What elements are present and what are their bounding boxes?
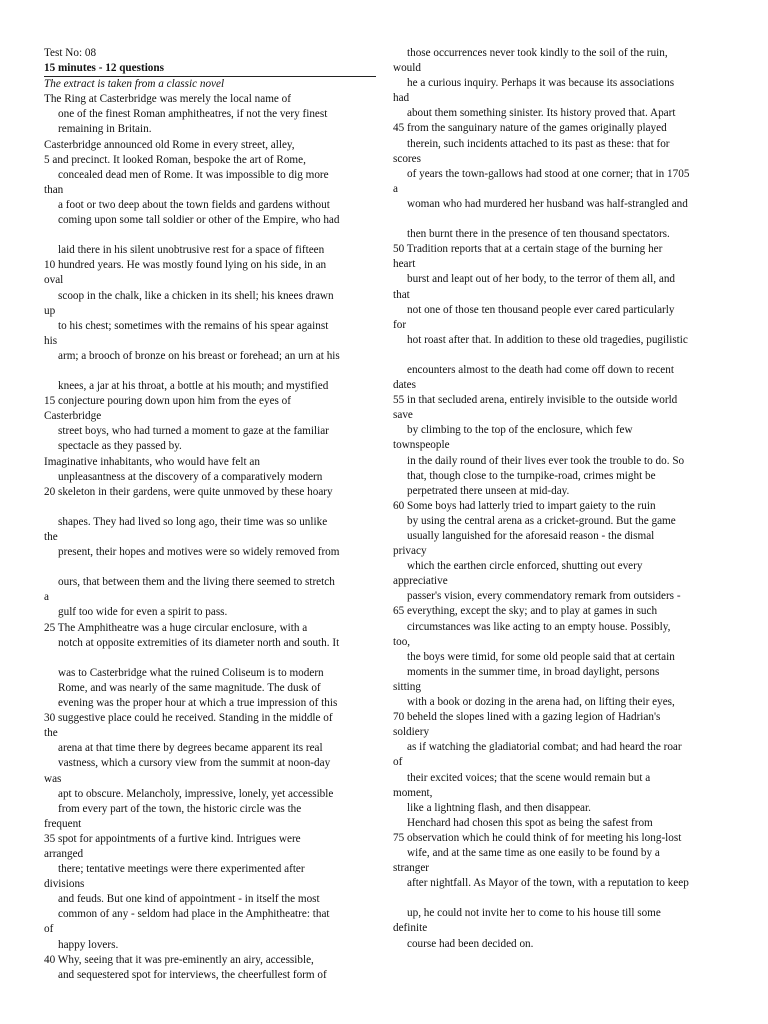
passage-line: moment, bbox=[393, 786, 433, 799]
passage-line: about them something sinister. Its history proved that. Apart bbox=[407, 107, 676, 120]
passage-line: from every part of the town, the historic circle was the bbox=[58, 802, 302, 815]
passage-line: ours, that between them and the living there seemed to stretch bbox=[58, 576, 335, 589]
passage-line: present, their hopes and motives were so widely removed from bbox=[58, 546, 340, 559]
extract-note: The extract is taken from a classic novel bbox=[44, 78, 225, 91]
passage-line: and sequestered spot for interviews, the cheerfullest form of bbox=[58, 968, 327, 981]
passage-line: townspeople bbox=[393, 439, 450, 452]
passage-line bbox=[44, 560, 376, 575]
passage-line: 60 Some boys had latterly tried to impart gaiety to the ruin bbox=[393, 499, 656, 512]
passage-line: circumstances was like acting to an empty house. Possibly, bbox=[407, 620, 671, 633]
passage-line: passer's vision, every commendatory remark from outsiders - bbox=[407, 590, 681, 603]
passage-line: coming upon some tall soldier or other of the Empire, who had bbox=[58, 214, 340, 227]
passage-line: 45 from the sanguinary nature of the games originally played bbox=[393, 122, 667, 135]
passage-line: was bbox=[44, 772, 62, 785]
passage-line: The Ring at Casterbridge was merely the local name of bbox=[44, 93, 291, 106]
passage-line bbox=[44, 364, 376, 379]
test-number: Test No: 08 bbox=[44, 47, 97, 59]
passage-line: then burnt there in the presence of ten thousand spectators. bbox=[407, 228, 670, 241]
passage-line: 15 conjecture pouring down upon him from the eyes of bbox=[44, 395, 291, 408]
passage-line: 20 skeleton in their gardens, were quite unmoved by these hoary bbox=[44, 485, 333, 498]
passage-line: that bbox=[393, 288, 410, 301]
passage-line: not one of those ten thousand people ever cared particularly bbox=[407, 303, 675, 316]
passage-line: up, he could not invite her to come to his house till some bbox=[407, 907, 661, 920]
passage-line: usually languished for the aforesaid reason - the dismal bbox=[407, 530, 655, 542]
right-column bbox=[393, 46, 725, 952]
passage-line: with a book or dozing in the arena had, on lifting their eyes, bbox=[407, 696, 675, 709]
passage-line: a bbox=[393, 182, 398, 195]
passage-line: and feuds. But one kind of appointment - in itself the most bbox=[58, 893, 320, 906]
passage-line: Rome, and was nearly of the same magnitude. The dusk of bbox=[58, 681, 321, 694]
passage-line: gulf too wide for even a spirit to pass. bbox=[58, 606, 228, 619]
passage-line: Henchard had chosen this spot as being the safest from bbox=[407, 816, 653, 829]
passage-line: 10 hundred years. He was mostly found lying on his side, in an bbox=[44, 259, 327, 272]
passage-line: like a lightning flash, and then disappear. bbox=[407, 801, 591, 814]
passage-line: unpleasantness at the discovery of a comparatively modern bbox=[58, 470, 323, 483]
passage-line: notch at opposite extremities of its diameter north and south. It bbox=[58, 636, 340, 649]
passage-line: there; tentative meetings were there experimented after bbox=[58, 863, 305, 876]
passage-line: wife, and at the same time as one easily to be found by a bbox=[407, 846, 660, 859]
passage-line: save bbox=[393, 409, 413, 422]
passage-line bbox=[44, 651, 376, 666]
passage-line: to his chest; sometimes with the remains of his spear against bbox=[58, 319, 329, 332]
passage-line: by climbing to the top of the enclosure, which few bbox=[407, 424, 633, 437]
passage-line: oval bbox=[44, 274, 64, 287]
passage-line: definite bbox=[393, 922, 428, 935]
passage-line: he a curious inquiry. Perhaps it was because its associations bbox=[407, 77, 675, 90]
passage-line: the bbox=[44, 727, 58, 740]
passage-line: common of any - seldom had place in the Amphitheatre: that bbox=[58, 908, 330, 921]
passage-line: shapes. They had lived so long ago, their time was so unlike bbox=[58, 515, 328, 528]
passage-line: woman who had murdered her husband was half-strangled and bbox=[407, 197, 688, 210]
passage-line: frequent bbox=[44, 817, 82, 830]
passage-line: those occurrences never took kindly to the soil of the ruin, bbox=[407, 47, 668, 59]
passage-line: 5 and precinct. It looked Roman, bespoke the art of Rome, bbox=[44, 153, 306, 166]
passage-line: arranged bbox=[44, 847, 84, 860]
passage-line: a bbox=[44, 591, 49, 604]
passage-line: had bbox=[393, 92, 410, 105]
passage-line: apt to obscure. Melancholy, impressive, lonely, yet accessible bbox=[58, 787, 334, 800]
passage-line: concealed dead men of Rome. It was impossible to dig more bbox=[58, 168, 329, 181]
passage-line: one of the finest Roman amphitheatres, if not the very finest bbox=[58, 108, 328, 121]
passage-line: Casterbridge bbox=[44, 410, 102, 423]
passage-line: evening was the proper hour at which a true impression of this bbox=[58, 697, 338, 710]
passage-line: 25 The Amphitheatre was a huge circular enclosure, with a bbox=[44, 621, 308, 634]
passage-line bbox=[393, 891, 725, 906]
passage-line: Imaginative inhabitants, who would have felt an bbox=[44, 455, 260, 468]
passage-line: in the daily round of their lives ever took the trouble to do. So bbox=[407, 454, 685, 467]
passage-line: 40 Why, seeing that it was pre-eminently an airy, accessible, bbox=[44, 953, 314, 966]
passage-line: scoop in the chalk, like a chicken in its shell; his knees drawn bbox=[58, 289, 334, 302]
passage-line bbox=[44, 228, 376, 243]
passage-line: 55 in that secluded arena, entirely invisible to the outside world bbox=[393, 394, 678, 407]
passage-line: vastness, which a cursory view from the summit at noon-day bbox=[58, 757, 331, 770]
passage-line: course had been decided on. bbox=[407, 937, 534, 950]
passage-line: would bbox=[393, 62, 421, 75]
passage-line: that, though close to the turnpike-road, crimes might be bbox=[407, 469, 656, 482]
passage-line: spectacle as they passed by. bbox=[58, 440, 182, 453]
passage-line: therein, such incidents attached to its past as these: that for bbox=[407, 137, 670, 150]
passage-line: by using the central arena as a cricket-ground. But the game bbox=[407, 514, 676, 527]
passage-line: than bbox=[44, 183, 64, 196]
passage-line: a foot or two deep about the town fields and gardens without bbox=[58, 198, 330, 211]
passage-line: the bbox=[44, 531, 58, 543]
left-column bbox=[44, 46, 376, 983]
passage-line: heart bbox=[393, 258, 416, 271]
passage-line: moments in the summer time, in broad daylight, persons bbox=[407, 665, 660, 678]
passage-line: perpetrated there unseen at mid-day. bbox=[407, 484, 570, 497]
passage-line: soldiery bbox=[393, 726, 430, 739]
passage-line: hot roast after that. In addition to these old tragedies, pugilistic bbox=[407, 333, 688, 346]
passage-line: happy lovers. bbox=[58, 938, 119, 951]
passage-line: of bbox=[393, 756, 403, 769]
passage-line: encounters almost to the death had come off down to recent bbox=[407, 363, 674, 376]
passage-line: 65 everything, except the sky; and to play at games in such bbox=[393, 605, 658, 618]
passage-line bbox=[393, 212, 725, 227]
passage-line: arena at that time there by degrees became apparent its real bbox=[58, 742, 323, 755]
passage-line: of bbox=[44, 923, 54, 936]
passage-line: arm; a brooch of bronze on his breast or forehead; an urn at his bbox=[58, 349, 340, 362]
passage-line: 35 spot for appointments of a furtive kind. Intrigues were bbox=[44, 832, 301, 845]
passage-line: sitting bbox=[393, 680, 421, 693]
passage-line: their excited voices; that the scene would remain but a bbox=[407, 771, 651, 784]
passage-line: privacy bbox=[393, 545, 427, 558]
passage-line: up bbox=[44, 304, 56, 317]
passage-line: street boys, who had turned a moment to gaze at the familiar bbox=[58, 425, 329, 438]
passage-line: Casterbridge announced old Rome in every street, alley, bbox=[44, 138, 295, 151]
passage-line: which the earthen circle enforced, shutting out every bbox=[407, 560, 643, 573]
passage-line: after nightfall. As Mayor of the town, with a reputation to keep bbox=[407, 877, 689, 890]
passage-line: the boys were timid, for some old people said that at certain bbox=[407, 650, 675, 663]
passage-line: 30 suggestive place could he received. Standing in the middle of bbox=[44, 712, 333, 725]
passage-line: knees, a jar at his throat, a bottle at his mouth; and mystified bbox=[58, 380, 329, 393]
passage-line: burst and leapt out of her body, to the terror of them all, and bbox=[407, 273, 676, 286]
passage-line: appreciative bbox=[393, 575, 448, 588]
passage-line: 70 beheld the slopes lined with a gazing legion of Hadrian's bbox=[393, 711, 661, 724]
passage-line: scores bbox=[393, 152, 421, 165]
test-subtitle: 15 minutes - 12 questions bbox=[44, 61, 376, 77]
passage-line: of years the town-gallows had stood at one corner; that in 1705 bbox=[407, 167, 690, 180]
passage-line: stranger bbox=[393, 862, 430, 875]
passage-line: laid there in his silent unobtrusive rest for a space of fifteen bbox=[58, 244, 325, 257]
passage-line bbox=[393, 348, 725, 363]
passage-line bbox=[44, 500, 376, 515]
passage-line: was to Casterbridge what the ruined Coliseum is to modern bbox=[58, 666, 324, 679]
right-passage-text bbox=[393, 46, 725, 952]
passage-line: 75 observation which he could think of for meeting his long-lost bbox=[393, 831, 682, 844]
passage-line: remaining in Britain. bbox=[58, 123, 152, 136]
left-passage-text bbox=[44, 92, 376, 983]
passage-line: too, bbox=[393, 635, 411, 648]
passage-line: for bbox=[393, 318, 407, 331]
passage-line: dates bbox=[393, 379, 416, 392]
passage-line: 50 Tradition reports that at a certain stage of the burning her bbox=[393, 243, 663, 256]
passage-line: his bbox=[44, 334, 58, 347]
passage-line: as if watching the gladiatorial combat; and had heard the roar bbox=[407, 741, 682, 754]
passage-line: divisions bbox=[44, 878, 85, 891]
